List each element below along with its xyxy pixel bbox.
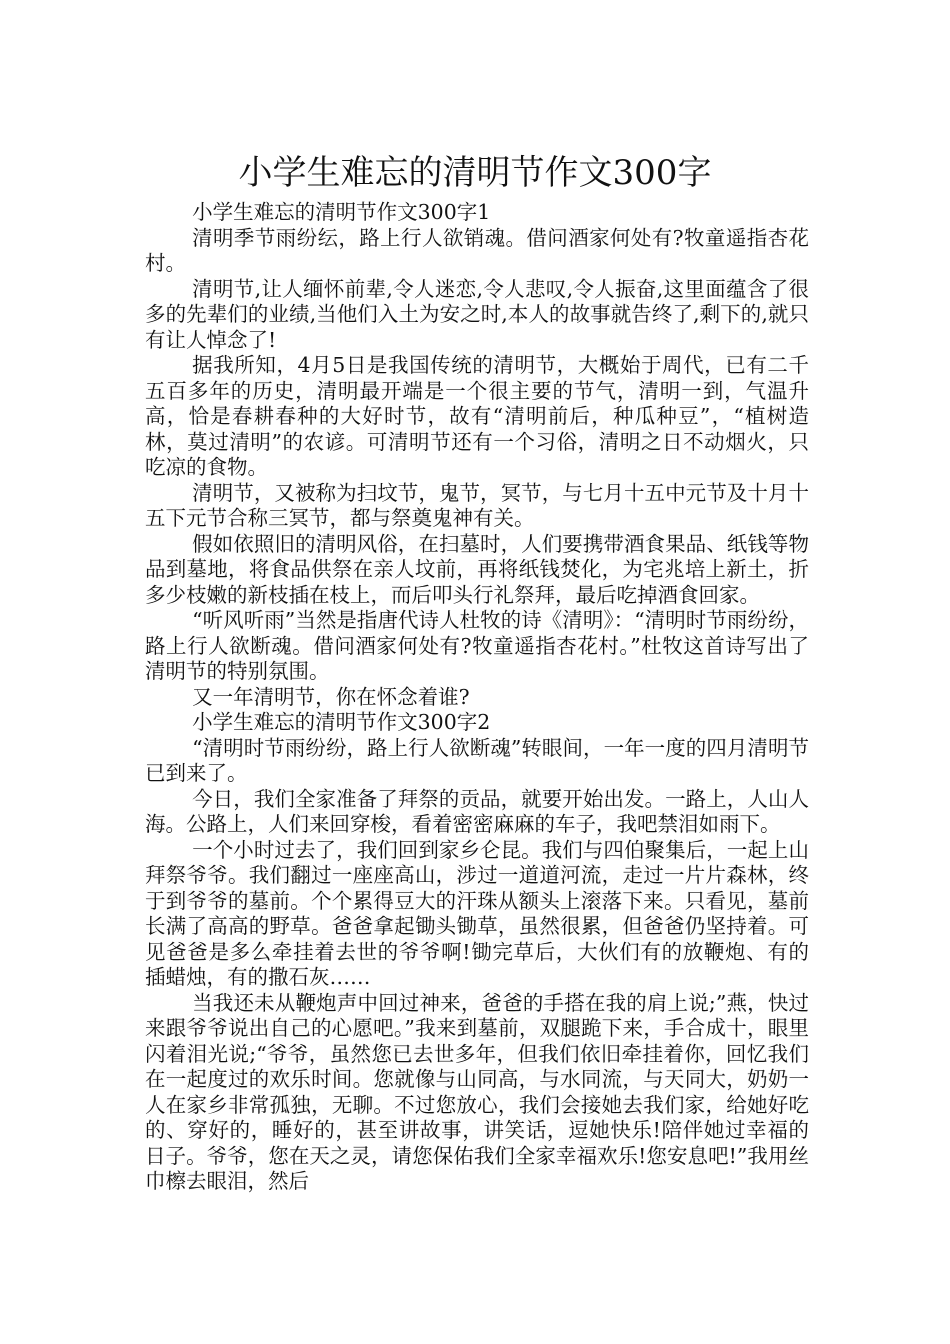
essay-1-heading: 小学生难忘的清明节作文300字1 [192, 200, 491, 224]
paragraph: “听风听雨”当然是指唐代诗人杜牧的诗《清明》：“清明时节雨纷纷，路上行人欲断魂。借问酒家何处有?牧童遥指杏花村。”杜牧这首诗写出了清明节的特别氛围。 [145, 608, 809, 683]
paragraph: 清明节,让人缅怀前辈,令人迷恋,令人悲叹,令人振奋,这里面蕴含了很多的先辈们的业绩,当他们入土为安之时,本人的故事就告终了,剩下的,就只有让人悼念了! [145, 276, 809, 352]
paragraph: 清明节，又被称为扫坟节，鬼节，冥节，与七月十五中元节及十月十五下元节合称三冥节，都与祭奠鬼神有关。 [145, 480, 809, 530]
paragraph: “清明时节雨纷纷，路上行人欲断魂”转眼间，一年一度的四月清明节已到来了。 [145, 735, 809, 785]
document-title: 小学生难忘的清明节作文300字 [238, 152, 712, 193]
paragraph: 一个小时过去了，我们回到家乡仑昆。我们与四伯聚集后，一起上山拜祭爷爷。我们翻过一座座高山，涉过一道道河流，走过一片片森林，终于到爷爷的墓前。个个累得豆大的汗珠从额头上滚落下来。只看见，墓前长满了高高的野草。爸爸拿起锄头锄草，虽然很累，但爸爸仍坚持着。可见爸爸是多么牵挂着去世的爷爷啊!锄完草后，大伙们有的放鞭炮、有的插蜡烛，有的撒石灰…… [145, 837, 809, 989]
essay-2-heading: 小学生难忘的清明节作文300字2 [192, 710, 491, 734]
document-body [145, 200, 809, 1195]
paragraph: 据我所知，4月5日是我国传统的清明节，大概始于周代，已有二千五百多年的历史，清明最开端是一个很主要的节气，清明一到，气温升高，恰是春耕春种的大好时节，故有“清明前后，种瓜种豆”，“植树造林，莫过清明”的农谚。可清明节还有一个习俗，清明之日不动烟火，只吃凉的食物。 [145, 353, 809, 479]
paragraph: 假如依照旧的清明风俗，在扫墓时，人们要携带酒食果品、纸钱等物品到墓地，将食品供祭在亲人坟前，再将纸钱焚化，为宅兆培上新土，折多少枝嫩的新枝插在枝上，而后叩头行礼祭拜，最后吃掉酒食回家。 [145, 531, 809, 607]
paragraph: 今日，我们全家准备了拜祭的贡品，就要开始出发。一路上，人山人海。公路上，人们来回穿梭，看着密密麻麻的车子，我吧禁泪如雨下。 [145, 786, 809, 836]
paragraph: 又一年清明节，你在怀念着谁? [192, 684, 470, 709]
paragraph: 清明季节雨纷纭，路上行人欲销魂。借问酒家何处有?牧童遥指杏花村。 [145, 225, 809, 275]
paragraph: 当我还未从鞭炮声中回过神来，爸爸的手搭在我的肩上说;”燕，快过来跟爷爷说出自己的心愿吧。”我来到墓前，双腿跪下来，手合成十，眼里闪着泪光说;“爷爷，虽然您已去世多年，但我们依旧牵挂着你，回忆我们在一起度过的欢乐时间。您就像与山同高，与水同流，与天同大，奶奶一人在家乡非常孤独，无聊。不过您放心，我们会接她去我们家，给她好吃的、穿好的，睡好的，甚至讲故事，讲笑话，逗她快乐!陪伴她过幸福的日子。爷爷，您在天之灵，请您保佑我们全家幸福欢乐!您安息吧!”我用丝巾檫去眼泪，然后 [145, 990, 809, 1193]
